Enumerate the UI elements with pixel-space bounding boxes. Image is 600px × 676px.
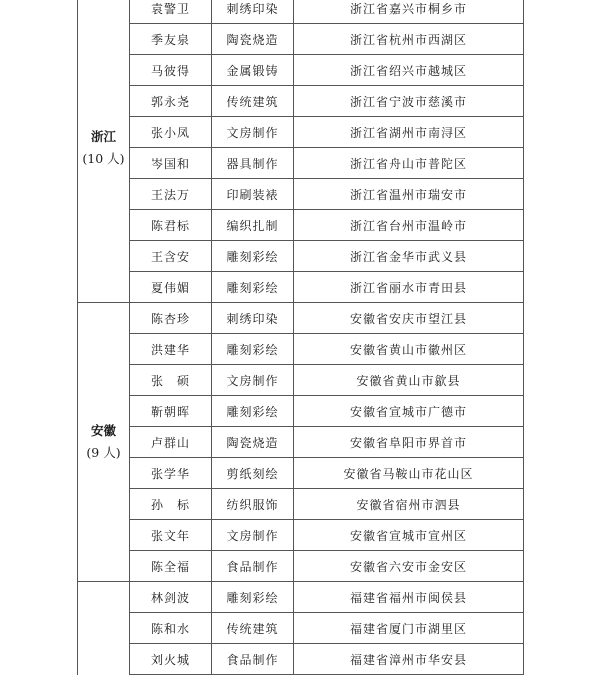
name-cell: 张 硕 (130, 365, 212, 396)
table-row (78, 86, 524, 117)
category-cell: 刺绣印染 (212, 0, 294, 24)
location-cell: 福建省厦门市湖里区 (294, 613, 524, 644)
craftsmen-table-page (77, 0, 523, 675)
location-cell: 安徽省宿州市泗县 (294, 489, 524, 520)
location-cell: 浙江省绍兴市越城区 (294, 55, 524, 86)
name-cell: 岑国和 (130, 148, 212, 179)
name-cell: 刘火城 (130, 644, 212, 675)
location-cell: 安徽省安庆市望江县 (294, 303, 524, 334)
name-cell: 陈君标 (130, 210, 212, 241)
table-row (78, 148, 524, 179)
province-count: (10 人) (82, 150, 125, 166)
name-cell: 张学华 (130, 458, 212, 489)
table-row (78, 365, 524, 396)
location-cell: 安徽省六安市金安区 (294, 551, 524, 582)
name-cell: 季友泉 (130, 24, 212, 55)
location-cell: 浙江省宁波市慈溪市 (294, 86, 524, 117)
category-cell: 雕刻彩绘 (212, 334, 294, 365)
category-cell: 雕刻彩绘 (212, 582, 294, 613)
location-cell: 福建省漳州市华安县 (294, 644, 524, 675)
table-row (78, 303, 524, 334)
name-cell: 张文年 (130, 520, 212, 551)
table-row (78, 427, 524, 458)
category-cell: 雕刻彩绘 (212, 272, 294, 303)
table-row (78, 582, 524, 613)
location-cell: 浙江省杭州市西湖区 (294, 24, 524, 55)
province-cell (78, 0, 130, 303)
table-row (78, 520, 524, 551)
table-body (78, 0, 524, 675)
name-cell: 孙 标 (130, 489, 212, 520)
name-cell: 张小凤 (130, 117, 212, 148)
name-cell: 王法万 (130, 179, 212, 210)
name-cell: 郭永尧 (130, 86, 212, 117)
name-cell: 陈全福 (130, 551, 212, 582)
location-cell: 安徽省黄山市徽州区 (294, 334, 524, 365)
category-cell: 刺绣印染 (212, 303, 294, 334)
name-cell: 袁警卫 (130, 0, 212, 24)
location-cell: 福建省福州市闽侯县 (294, 582, 524, 613)
province-count: (9 人) (86, 445, 121, 460)
category-cell: 金属锻铸 (212, 55, 294, 86)
location-cell: 安徽省黄山市歙县 (294, 365, 524, 396)
category-cell: 剪纸刻绘 (212, 458, 294, 489)
table-row (78, 551, 524, 582)
name-cell: 林剑波 (130, 582, 212, 613)
name-cell: 靳朝晖 (130, 396, 212, 427)
location-cell: 安徽省马鞍山市花山区 (294, 458, 524, 489)
province-name: 安徽 (90, 423, 116, 438)
category-cell: 传统建筑 (212, 613, 294, 644)
category-cell: 雕刻彩绘 (212, 396, 294, 427)
name-cell: 王含安 (130, 241, 212, 272)
category-cell: 文房制作 (212, 365, 294, 396)
table-row (78, 613, 524, 644)
category-cell: 陶瓷烧造 (212, 427, 294, 458)
table-row (78, 210, 524, 241)
category-cell: 雕刻彩绘 (212, 241, 294, 272)
location-cell: 浙江省舟山市普陀区 (294, 148, 524, 179)
category-cell: 食品制作 (212, 644, 294, 675)
table-row (78, 179, 524, 210)
category-cell: 食品制作 (212, 551, 294, 582)
name-cell: 陈杏珍 (130, 303, 212, 334)
table-row (78, 55, 524, 86)
location-cell: 浙江省温州市瑞安市 (294, 179, 524, 210)
province-cell (78, 303, 130, 582)
table-row (78, 241, 524, 272)
table-row (78, 117, 524, 148)
category-cell: 纺织服饰 (212, 489, 294, 520)
location-cell: 安徽省宣城市宣州区 (294, 520, 524, 551)
location-cell: 浙江省湖州市南浔区 (294, 117, 524, 148)
table-row (78, 272, 524, 303)
table-row (78, 458, 524, 489)
name-cell: 洪建华 (130, 334, 212, 365)
location-cell: 浙江省嘉兴市桐乡市 (294, 0, 524, 24)
table-row (78, 489, 524, 520)
location-cell: 浙江省金华市武义县 (294, 241, 524, 272)
name-cell: 陈和水 (130, 613, 212, 644)
table-row (78, 334, 524, 365)
location-cell: 浙江省台州市温岭市 (294, 210, 524, 241)
location-cell: 安徽省阜阳市界首市 (294, 427, 524, 458)
category-cell: 印刷装裱 (212, 179, 294, 210)
table-row (78, 644, 524, 675)
name-cell: 夏伟媚 (130, 272, 212, 303)
category-cell: 陶瓷烧造 (212, 24, 294, 55)
table-row (78, 24, 524, 55)
category-cell: 器具制作 (212, 148, 294, 179)
category-cell: 文房制作 (212, 520, 294, 551)
name-cell: 马彼得 (130, 55, 212, 86)
province-cell (78, 582, 130, 675)
province-name: 浙江 (90, 128, 116, 144)
category-cell: 文房制作 (212, 117, 294, 148)
location-cell: 浙江省丽水市青田县 (294, 272, 524, 303)
table-row (78, 396, 524, 427)
table-row (78, 0, 524, 24)
category-cell: 传统建筑 (212, 86, 294, 117)
category-cell: 编织扎制 (212, 210, 294, 241)
craftsmen-table (77, 0, 524, 675)
name-cell: 卢群山 (130, 427, 212, 458)
location-cell: 安徽省宣城市广德市 (294, 396, 524, 427)
